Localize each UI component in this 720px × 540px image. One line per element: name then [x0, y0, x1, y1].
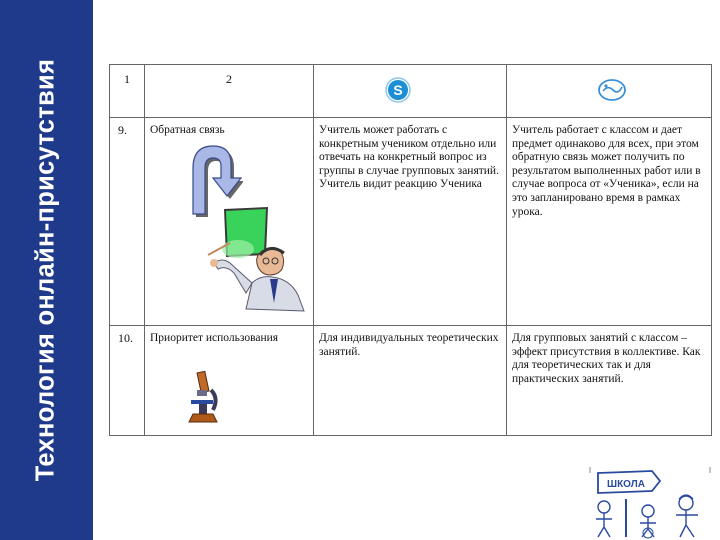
- header-col-2: 2: [145, 65, 314, 118]
- smart-board-icon: [507, 65, 712, 109]
- school-sign-text: ШКОЛА: [607, 479, 645, 490]
- row-label-cell: [145, 326, 314, 436]
- school-children-icon: [586, 465, 714, 540]
- teacher-at-board-icon: [200, 203, 310, 313]
- microscope-icon: [185, 370, 225, 426]
- remote-description: Учитель может работать с конкретным учеником отдельно или отвечать на конкретный вопрос из группы в случае групповых занятий. Учитель видит реакцию Ученика: [319, 124, 499, 191]
- row-label: Приоритет использования: [150, 332, 279, 344]
- class-description-cell: [507, 326, 712, 436]
- table-row: [110, 118, 712, 326]
- class-description: Для групповых занятий с классом – эффект присутствия в коллективе. Как для теоретических так и для практических занятий.: [512, 332, 701, 385]
- header-col-3: [314, 65, 507, 118]
- header-col-1: 1: [110, 65, 145, 118]
- sidebar-title: Технология онлайн-присутствия: [31, 58, 60, 482]
- class-description: Учитель работает с классом и дает предмет одинаково для всех, при этом обратную связь может получить по результатом выполненных работ или в случае вопроса от «Ученика», если на это запланировано время в рамках урока.: [512, 124, 701, 218]
- row-label-cell: [145, 118, 314, 326]
- remote-description-cell: [314, 326, 507, 436]
- comparison-table: [109, 64, 712, 436]
- table-header-row: [110, 65, 712, 118]
- sidebar: [0, 0, 93, 540]
- remote-description-cell: [314, 118, 507, 326]
- row-label: Обратная связь: [150, 124, 225, 136]
- row-number: 9.: [110, 118, 145, 326]
- skype-icon: [314, 65, 507, 109]
- header-col-4: [507, 65, 712, 118]
- table-row: [110, 326, 712, 436]
- remote-description: Для индивидуальных теоретических занятий.: [319, 332, 499, 358]
- svg-text:S: S: [393, 82, 403, 98]
- row-number: 10.: [110, 326, 145, 436]
- class-description-cell: [507, 118, 712, 326]
